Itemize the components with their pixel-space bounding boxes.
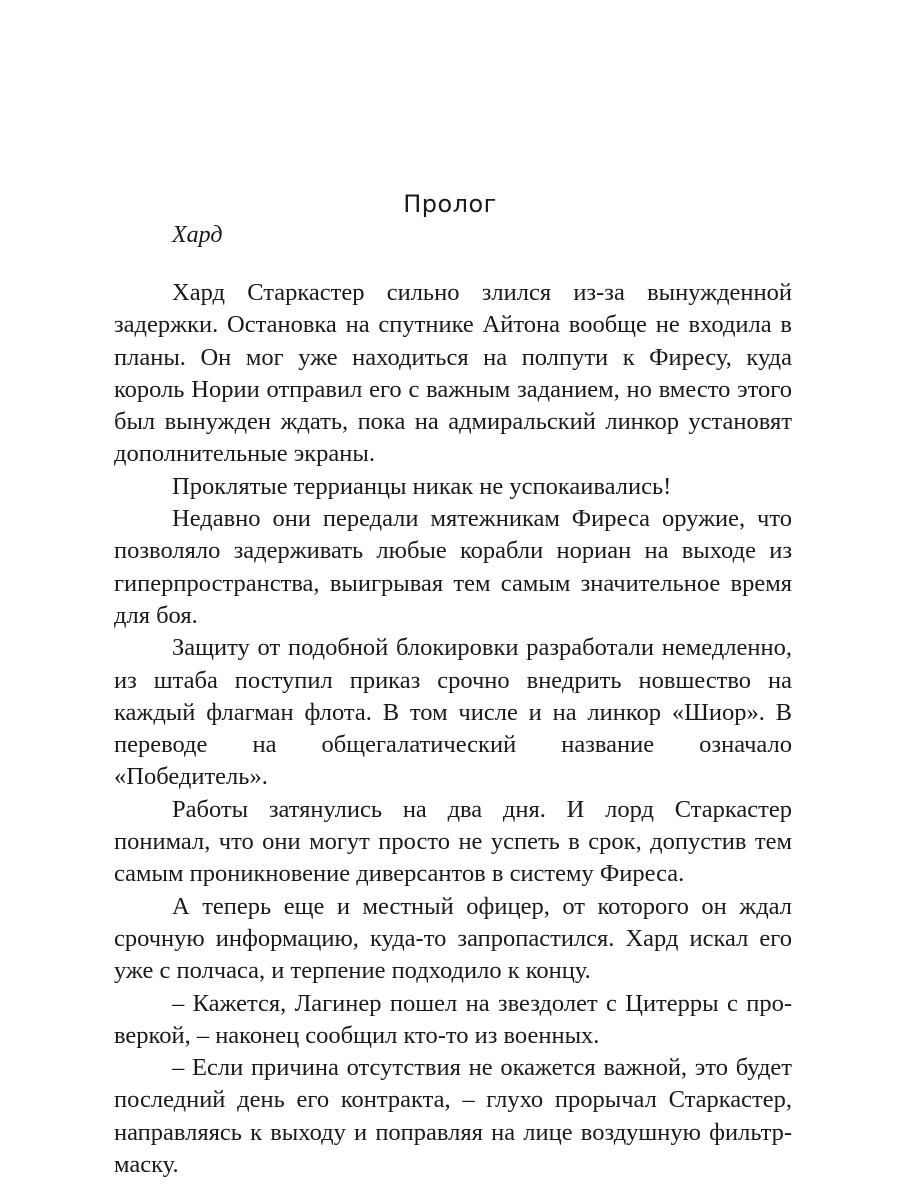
chapter-title: Пролог <box>403 190 497 218</box>
body-text <box>114 277 792 1181</box>
paragraph: Защиту от подобной блокировки разработали немедленно, из штаба поступил приказ срочно внедрить новшество на каждый флагман флота. В том числе и на линкор «Шиор». В переводе на общегалатический название означало «Победитель». <box>114 634 792 791</box>
paragraph: Хард Старкастер сильно злился из-за вынужденной задержки. Остановка на спутнике Айтона вообще не входила в планы. Он мог уже находиться на полпути к Фиресу, куда король Нории отправил его с важным заданием, но вместо этого был вынужден ждать, пока на адмиральский линкор установят дополнительные экраны. <box>114 279 792 468</box>
paragraph: Недавно они передали мятежникам Фиреса оружие, что позволяло задерживать любые корабли нориан на выходе из гиперпространства, выигрывая тем самым значительное время для боя. <box>114 505 792 629</box>
paragraph: А теперь еще и местный офицер, от которого он ждал срочную информацию, куда-то запропастился. Хард искал его уже с полчаса, и терпение подходило к концу. <box>114 892 792 985</box>
paragraph: Проклятые террианцы никак не успокаивались! <box>172 472 672 500</box>
paragraph: – Если причина отсутствия не окажется важной, это будет последний день его контракта, – глухо прорычал Старкастер, направляясь к выходу и поправляя на лице воздушную фильтр-маску. <box>114 1054 792 1179</box>
chapter-pov-character: Хард <box>172 222 223 248</box>
paragraph: Работы затянулись на два дня. И лорд Старкастер понимал, что они могут просто не успеть в срок, допустив тем самым проникновение диверсантов в систему Фиреса. <box>114 795 792 888</box>
paragraph: – Кажется, Лагинер пошел на звездолет с Цитерры с проверкой, – наконец сообщил кто-то из военных. <box>114 989 792 1049</box>
